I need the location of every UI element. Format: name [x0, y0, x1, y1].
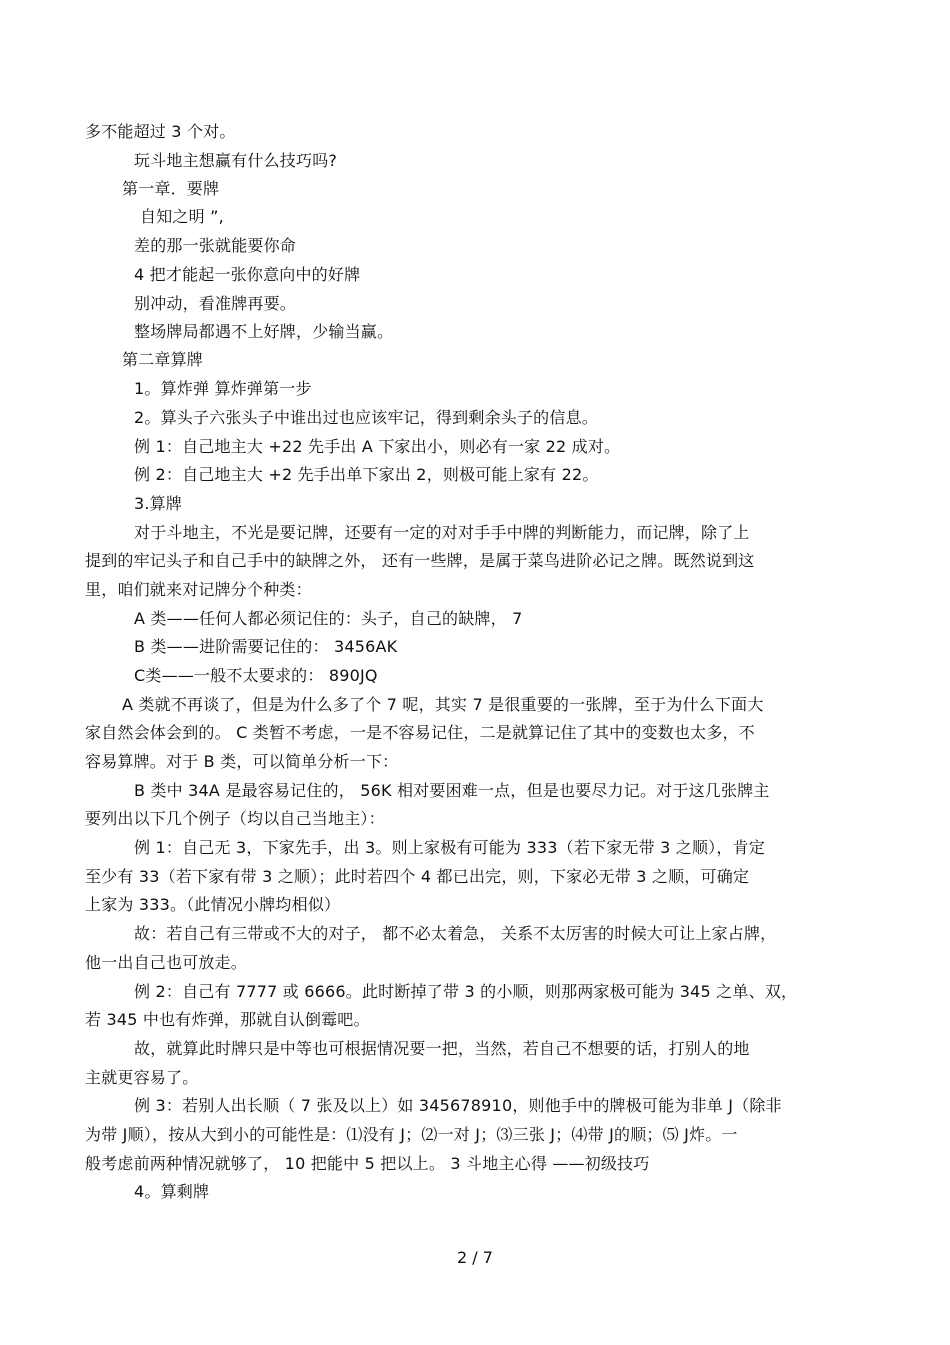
text-line: 2。算头子六张头子中谁出过也应该牢记，得到剩余头子的信息。	[134, 408, 598, 427]
text-line: 1。算炸弹 算炸弹第一步	[134, 379, 312, 398]
chapter-heading: 第一章．要牌	[122, 179, 220, 198]
text-line: 若 345 中也有炸弹，那就自认倒霉吧。	[85, 1010, 370, 1029]
text-line: 例 1：自己无 3，下家先手，出 3。则上家极有可能为 333（若下家无带 3 之顺），肯定	[134, 838, 765, 857]
text-line: 要列出以下几个例子（均以自己当地主）：	[85, 809, 385, 828]
text-line: 容易算牌。对于 B 类，可以简单分析一下：	[85, 752, 399, 771]
text-line: 主就更容易了。	[85, 1068, 199, 1087]
text-line: 例 3：若别人出长顺（ 7 张及以上）如 345678910，则他手中的牌极可能为非单 J（除非	[134, 1096, 782, 1115]
text-line: 他一出自己也可放走。	[85, 953, 248, 972]
text-line: 多不能超过 3 个对。	[85, 122, 236, 141]
text-line: 至少有 33（若下家有带 3 之顺）；此时若四个 4 都已出完，则，下家必无带 3 之顺，可确定	[85, 867, 750, 886]
text-line: 玩斗地主想赢有什么技巧吗?	[134, 151, 338, 170]
text-line: A 类就不再谈了，但是为什么多了个 7 呢，其实 7 是很重要的一张牌，至于为什么下面大	[122, 695, 764, 714]
text-line: 里，咱们就来对记牌分个种类：	[85, 580, 312, 599]
text-line: 自知之明 ”,	[140, 207, 224, 226]
text-line: 故：若自己有三带或不大的对子， 都不必太着急， 关系不太厉害的时候大可让上家占牌，	[134, 924, 777, 943]
text-line: 故，就算此时牌只是中等也可根据情况要一把，当然，若自己不想要的话，打别人的地	[134, 1039, 750, 1058]
text-line: C类——一般不太要求的： 890JQ	[134, 666, 378, 685]
text-line: 别冲动，看准牌再要。	[134, 294, 297, 313]
text-line: 提到的牢记头子和自己手中的缺牌之外， 还有一些牌，是属于菜鸟进阶必记之牌。既然说到这	[85, 551, 755, 570]
text-line: 4 把才能起一张你意向中的好牌	[134, 265, 361, 284]
text-line: 差的那一张就能要你命	[134, 236, 297, 255]
section-heading: 3.算牌	[134, 494, 183, 513]
text-line: 家自然会体会到的。 C 类暂不考虑，一是不容易记住，二是就算记住了其中的变数也太多，不	[85, 723, 755, 742]
text-line: 例 2：自己有 7777 或 6666。此时断掉了带 3 的小顺，则那两家极可能为 345 之单、双，	[134, 982, 798, 1001]
page-number: 2 / 7	[457, 1248, 493, 1267]
text-line: 例 2：自己地主大 +2 先手出单下家出 2，则极可能上家有 22。	[134, 465, 599, 484]
section-heading: 4。算剩牌	[134, 1182, 210, 1201]
text-line: 般考虑前两种情况就够了， 10 把能中 5 把以上。 3 斗地主心得 ——初级技巧	[85, 1154, 650, 1173]
text-line: A 类——任何人都必须记住的：头子，自己的缺牌， 7	[134, 609, 523, 628]
text-line: B 类——进阶需要记住的： 3456AK	[134, 637, 398, 656]
text-line: B 类中 34A 是最容易记住的， 56K 相对要困难一点，但是也要尽力记。对于这几张牌主	[134, 781, 770, 800]
text-line: 上家为 333。（此情况小牌均相似）	[85, 895, 341, 914]
text-line: 为带 J顺），按从大到小的可能性是：⑴没有 J；⑵一对 J；⑶三张 J；⑷带 J的顺；⑸ J炸。一	[85, 1125, 738, 1144]
text-line: 例 1：自己地主大 +22 先手出 A 下家出小，则必有一家 22 成对。	[134, 437, 621, 456]
text-line: 对于斗地主，不光是要记牌，还要有一定的对对手手中牌的判断能力，而记牌，除了上	[134, 523, 750, 542]
chapter-heading: 第二章算牌	[122, 350, 204, 369]
text-line: 整场牌局都遇不上好牌，少输当赢。	[134, 322, 394, 341]
